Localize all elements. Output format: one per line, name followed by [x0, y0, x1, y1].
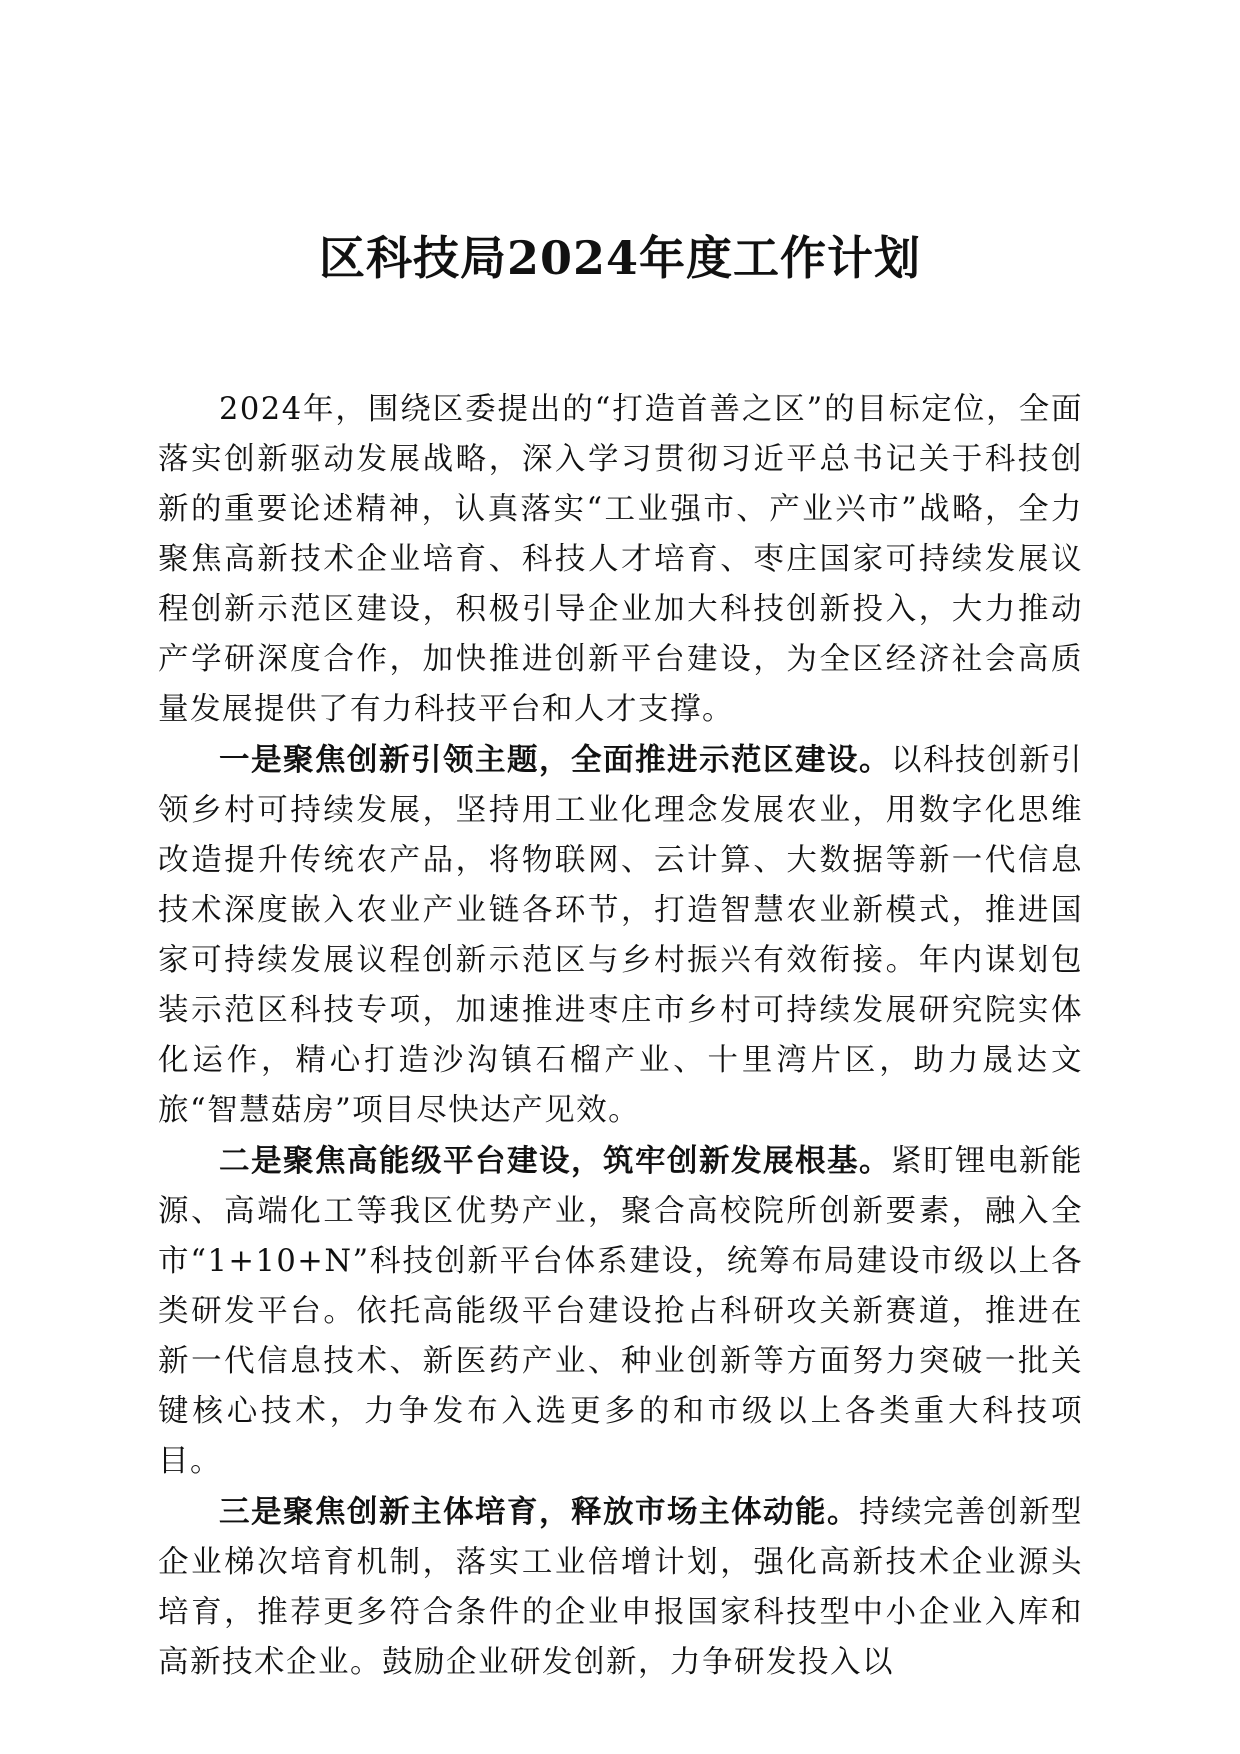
- paragraph-lead: 一是聚焦创新引领主题，全面推进示范区建设。: [219, 742, 891, 778]
- paragraph-item-2: [158, 1136, 1083, 1487]
- paragraph-intro: [158, 384, 1083, 735]
- page-title: 区科技局2024年度工作计划: [318, 231, 922, 285]
- paragraph-item-3: [158, 1487, 1083, 1688]
- paragraph-lead: 二是聚焦高能级平台建设，筑牢创新发展根基。: [219, 1143, 891, 1179]
- paragraph-text: 紧盯锂电新能源、高端化工等我区优势产业，聚合高校院所创新要素，融入全市“1+10+N”科技创新平台体系建设，统筹布局建设市级以上各类研发平台。依托高能级平台建设抢占科研攻关新赛道，推进在新一代信息技术、新医药产业、种业创新等方面努力突破一批关键核心技术，力争发布入选更多的和市级以上各类重大科技项目。: [158, 1144, 1083, 1479]
- paragraph-lead: 三是聚焦创新主体培育，释放市场主体动能。: [219, 1494, 859, 1530]
- paragraph-item-1: [158, 735, 1083, 1136]
- paragraph-text: 2024年，围绕区委提出的“打造首善之区”的目标定位，全面落实创新驱动发展战略，深入学习贯彻习近平总书记关于科技创新的重要论述精神，认真落实“工业强市、产业兴市”战略，全力聚焦高新技术企业培育、科技人才培育、枣庄国家可持续发展议程创新示范区建设，积极引导企业加大科技创新投入，大力推动产学研深度合作，加快推进创新平台建设，为全区经济社会高质量发展提供了有力科技平台和人才支撑。: [158, 392, 1083, 727]
- paragraph-text: 持续完善创新型企业梯次培育机制，落实工业倍增计划，强化高新技术企业源头培育，推荐更多符合条件的企业申报国家科技型中小企业入库和高新技术企业。鼓励企业研发创新，力争研发投入以: [158, 1495, 1083, 1680]
- paragraph-text: 以科技创新引领乡村可持续发展，坚持用工业化理念发展农业，用数字化思维改造提升传统农产品，将物联网、云计算、大数据等新一代信息技术深度嵌入农业产业链各环节，打造智慧农业新模式，推进国家可持续发展议程创新示范区与乡村振兴有效衔接。年内谋划包装示范区科技专项，加速推进枣庄市乡村可持续发展研究院实体化运作，精心打造沙沟镇石榴产业、十里湾片区，助力晟达文旅“智慧菇房”项目尽快达产见效。: [158, 743, 1083, 1128]
- document-body: [158, 384, 1083, 1688]
